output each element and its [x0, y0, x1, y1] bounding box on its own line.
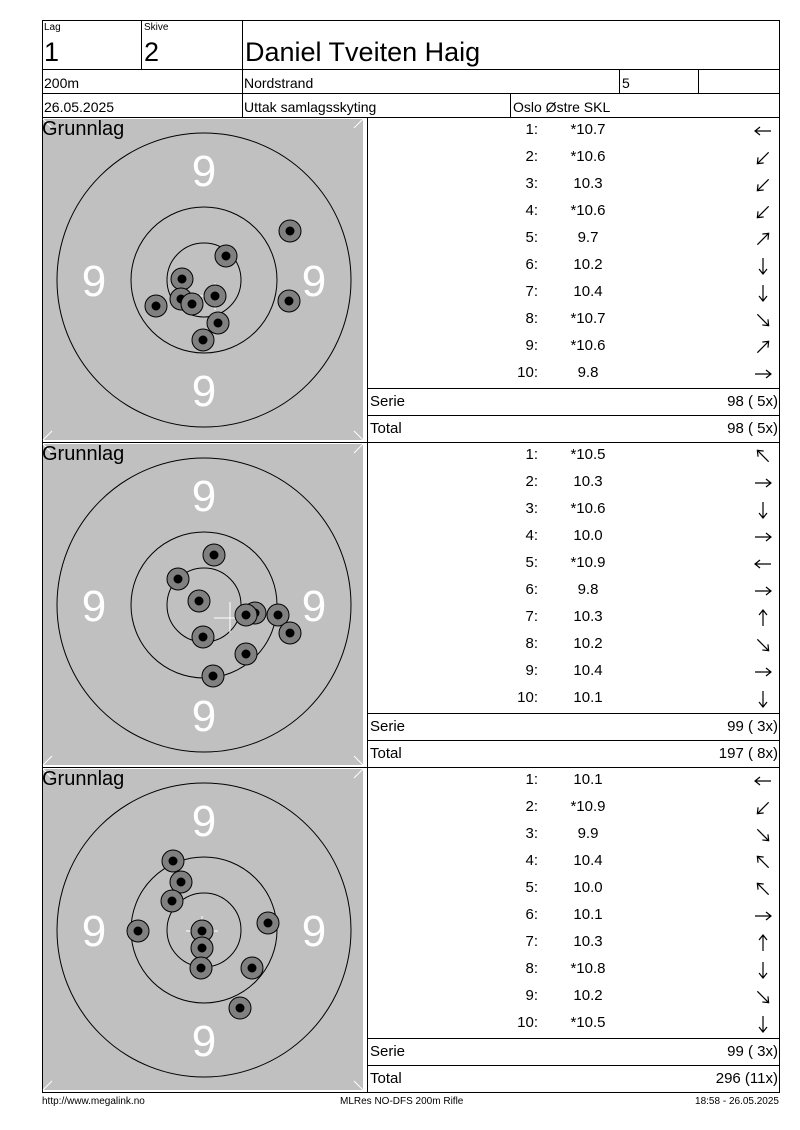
- shot-value: *10.9: [570, 554, 606, 571]
- footer-timestamp: 18:58 - 26.05.2025: [695, 1096, 779, 1107]
- shot-row: [368, 551, 780, 578]
- serie-row: [368, 1038, 780, 1065]
- shot-number: 10:: [517, 1014, 538, 1031]
- shot-row: [368, 361, 780, 388]
- shot-number: 1:: [525, 771, 538, 788]
- shot-number: 7:: [525, 933, 538, 950]
- shot-number: 2:: [525, 473, 538, 490]
- total-label: Total: [370, 745, 402, 762]
- shot-value: 9.8: [577, 581, 599, 598]
- shot-number: 10:: [517, 689, 538, 706]
- shot-row: [368, 172, 780, 199]
- ring-number-bottom: 9: [191, 692, 217, 741]
- shot-value: 10.1: [573, 689, 603, 706]
- shot-number: 6:: [525, 581, 538, 598]
- ring-number-top: 9: [191, 797, 217, 846]
- shot-value: 10.3: [573, 175, 603, 192]
- skive-label: Skive: [144, 22, 169, 33]
- club: Nordstrand: [244, 75, 314, 91]
- shot-row: [368, 145, 780, 172]
- serie-label: Serie: [370, 718, 406, 735]
- shot-row: [368, 659, 780, 686]
- shot-value: 10.0: [573, 527, 603, 544]
- shot-row: [368, 253, 780, 280]
- shooter-name: Daniel Tveiten Haig: [245, 37, 481, 67]
- direction-arrow-icon: [752, 472, 774, 494]
- ring-number-top: 9: [191, 147, 217, 196]
- shot-row: [368, 686, 780, 713]
- serie-label: Serie: [370, 393, 406, 410]
- shot-row: [368, 930, 780, 957]
- direction-arrow-icon: [752, 661, 774, 683]
- shot-number: 1:: [525, 446, 538, 463]
- shot-value: *10.6: [570, 337, 606, 354]
- direction-arrow-icon: [752, 255, 774, 277]
- total-label: Total: [370, 1070, 402, 1087]
- direction-arrow-icon: [752, 553, 774, 575]
- shot-value: *10.9: [570, 798, 606, 815]
- shot-value: *10.6: [570, 202, 606, 219]
- shot-number: 4:: [525, 527, 538, 544]
- shot-row: [368, 497, 780, 524]
- serie-value: 99 ( 3x): [727, 1043, 778, 1060]
- direction-arrow-icon: [752, 499, 774, 521]
- direction-arrow-icon: [752, 201, 774, 223]
- shot-row: [368, 578, 780, 605]
- direction-arrow-icon: [752, 959, 774, 981]
- shot-number: 9:: [525, 337, 538, 354]
- shot-number: 7:: [525, 283, 538, 300]
- total-row: [368, 740, 780, 767]
- event: Uttak samlagsskyting: [244, 99, 377, 115]
- shot-row: [368, 1011, 780, 1038]
- shot-number: 10:: [517, 364, 538, 381]
- shot-number: 7:: [525, 608, 538, 625]
- direction-arrow-icon: [752, 824, 774, 846]
- target-1: [42, 118, 364, 441]
- shot-value: 10.4: [573, 662, 603, 679]
- shot-value: *10.7: [570, 121, 606, 138]
- serie-row: [368, 388, 780, 415]
- shot-value: 9.9: [577, 825, 599, 842]
- shot-value: 10.3: [573, 933, 603, 950]
- direction-arrow-icon: [752, 607, 774, 629]
- organizer: Oslo Østre SKL: [513, 99, 611, 115]
- direction-arrow-icon: [752, 174, 774, 196]
- direction-arrow-icon: [752, 851, 774, 873]
- shot-number: 3:: [525, 175, 538, 192]
- shot-row: [368, 470, 780, 497]
- direction-arrow-icon: [752, 932, 774, 954]
- total-value: 296 (11x): [715, 1070, 778, 1087]
- direction-arrow-icon: [752, 336, 774, 358]
- shot-value: 10.2: [573, 256, 603, 273]
- shot-number: 5:: [525, 554, 538, 571]
- shot-row: [368, 876, 780, 903]
- serie-value: 98 ( 5x): [727, 393, 778, 410]
- shot-value: *10.5: [570, 1014, 606, 1031]
- ring-number-left: 9: [81, 907, 107, 956]
- shot-value: 10.2: [573, 635, 603, 652]
- series-section-2: [42, 443, 780, 768]
- total-row: [368, 415, 780, 442]
- shot-value: *10.5: [570, 446, 606, 463]
- shot-row: [368, 632, 780, 659]
- shot-row: [368, 822, 780, 849]
- direction-arrow-icon: [752, 309, 774, 331]
- shot-value: 10.4: [573, 283, 603, 300]
- shot-number: 1:: [525, 121, 538, 138]
- shot-value: 10.1: [573, 771, 603, 788]
- date: 26.05.2025: [44, 99, 115, 115]
- direction-arrow-icon: [752, 878, 774, 900]
- shot-number: 4:: [525, 852, 538, 869]
- shot-row: [368, 199, 780, 226]
- shot-number: 2:: [525, 148, 538, 165]
- shot-number: 5:: [525, 229, 538, 246]
- shot-value: *10.8: [570, 960, 606, 977]
- shot-row: [368, 605, 780, 632]
- direction-arrow-icon: [752, 120, 774, 142]
- shot-number: 8:: [525, 635, 538, 652]
- section-title: Grunnlag: [42, 768, 125, 790]
- direction-arrow-icon: [752, 282, 774, 304]
- shot-value: *10.7: [570, 310, 606, 327]
- ring-number-bottom: 9: [191, 1017, 217, 1066]
- direction-arrow-icon: [752, 905, 774, 927]
- ring-number-left: 9: [81, 257, 107, 306]
- shot-number: 5:: [525, 879, 538, 896]
- shot-number: 9:: [525, 987, 538, 1004]
- direction-arrow-icon: [752, 986, 774, 1008]
- shot-number: 2:: [525, 798, 538, 815]
- direction-arrow-icon: [752, 688, 774, 710]
- shot-number: 8:: [525, 960, 538, 977]
- section-title: Grunnlag: [42, 443, 125, 465]
- direction-arrow-icon: [752, 580, 774, 602]
- serie-row: [368, 713, 780, 740]
- lag-label: Lag: [44, 22, 61, 33]
- shot-number: 6:: [525, 906, 538, 923]
- shot-row: [368, 768, 780, 795]
- shot-row: [368, 334, 780, 361]
- ring-number-top: 9: [191, 472, 217, 521]
- shot-value: *10.6: [570, 148, 606, 165]
- target-2: [42, 443, 364, 766]
- direction-arrow-icon: [752, 147, 774, 169]
- shot-row: [368, 226, 780, 253]
- distance: 200m: [44, 75, 80, 91]
- shot-number: 3:: [525, 825, 538, 842]
- shot-row: [368, 118, 780, 145]
- shot-value: 10.2: [573, 987, 603, 1004]
- total-value: 197 ( 8x): [718, 745, 778, 762]
- total-label: Total: [370, 420, 402, 437]
- direction-arrow-icon: [752, 445, 774, 467]
- shot-value: 9.7: [577, 229, 599, 246]
- serie-value: 99 ( 3x): [727, 718, 778, 735]
- class: 5: [622, 75, 630, 91]
- shot-row: [368, 524, 780, 551]
- shot-value: 10.1: [573, 906, 603, 923]
- lag-value: 1: [44, 37, 60, 67]
- skive-value: 2: [144, 37, 160, 67]
- series-section-1: [42, 118, 780, 443]
- shot-value: 10.3: [573, 473, 603, 490]
- shot-number: 6:: [525, 256, 538, 273]
- direction-arrow-icon: [752, 526, 774, 548]
- shot-value: 9.8: [577, 364, 599, 381]
- direction-arrow-icon: [752, 228, 774, 250]
- shot-row: [368, 795, 780, 822]
- shot-number: 9:: [525, 662, 538, 679]
- shot-number: 3:: [525, 500, 538, 517]
- ring-number-right: 9: [301, 907, 327, 956]
- total-row: [368, 1065, 780, 1092]
- shot-row: [368, 849, 780, 876]
- shot-row: [368, 984, 780, 1011]
- serie-label: Serie: [370, 1043, 406, 1060]
- ring-number-right: 9: [301, 582, 327, 631]
- direction-arrow-icon: [752, 634, 774, 656]
- ring-number-bottom: 9: [191, 367, 217, 416]
- total-value: 98 ( 5x): [727, 420, 778, 437]
- section-title: Grunnlag: [42, 118, 125, 140]
- shot-value: 10.3: [573, 608, 603, 625]
- ring-number-left: 9: [81, 582, 107, 631]
- shot-row: [368, 903, 780, 930]
- direction-arrow-icon: [752, 797, 774, 819]
- shot-number: 4:: [525, 202, 538, 219]
- shot-row: [368, 307, 780, 334]
- shot-row: [368, 957, 780, 984]
- direction-arrow-icon: [752, 363, 774, 385]
- shot-row: [368, 280, 780, 307]
- series-section-3: [42, 768, 780, 1093]
- target-3: [42, 768, 364, 1091]
- ring-number-right: 9: [301, 257, 327, 306]
- shot-number: 8:: [525, 310, 538, 327]
- direction-arrow-icon: [752, 1013, 774, 1035]
- shot-value: 10.0: [573, 879, 603, 896]
- shot-value: 10.4: [573, 852, 603, 869]
- footer-software: MLRes NO-DFS 200m Rifle: [340, 1096, 464, 1107]
- shot-row: [368, 443, 780, 470]
- footer-url: http://www.megalink.no: [42, 1096, 145, 1107]
- shot-value: *10.6: [570, 500, 606, 517]
- direction-arrow-icon: [752, 770, 774, 792]
